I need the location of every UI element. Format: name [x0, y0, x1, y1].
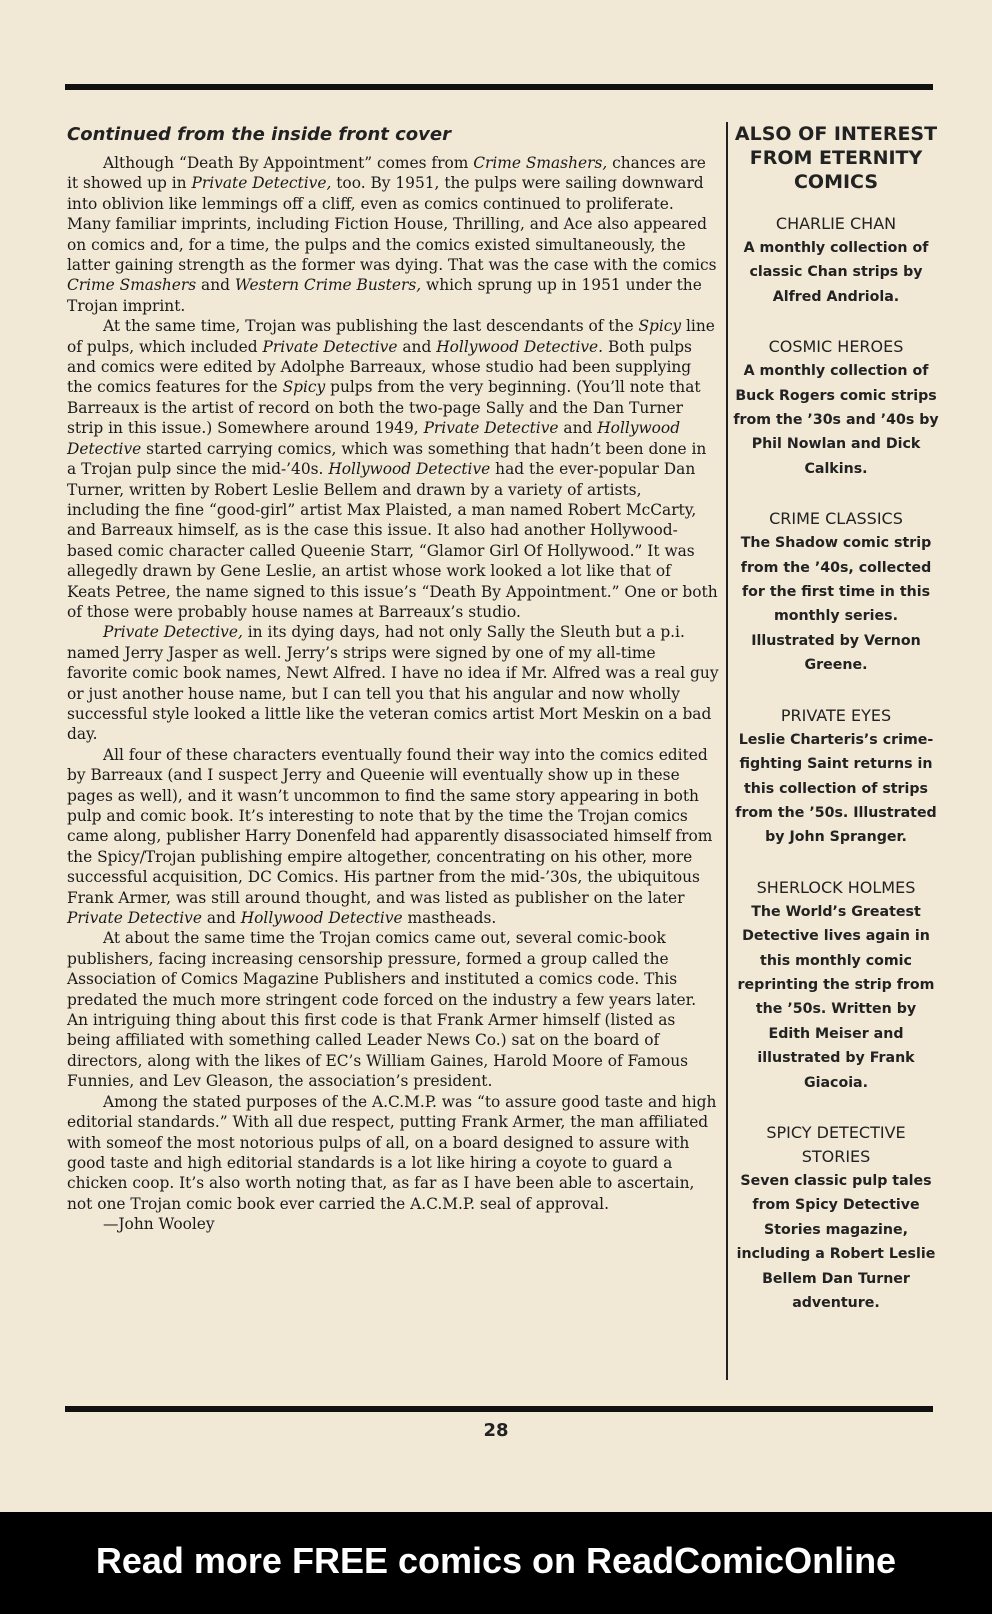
text-run: At about the same time the Trojan comics came out, several comic-book publishers, facing increasing censorship pressure, formed a group called the Association of Comics Magazine Publishers and instituted a comics code. This predated the much more stringent code forced on the industry a few years later. An intriguing thing about this first code is that Frank Armer himself (listed as being affiliated with something called Leader News Co.) sat on the board of directors, along with the likes of EC’s William Gaines, Harold Moore of Famous Funnies, and Lev Gleason, the association’s president.: [67, 929, 697, 1091]
sidebar-item-desc: A monthly collection of classic Chan strips by Alfred Andriola.: [743, 240, 929, 305]
page-number: 28: [483, 1420, 509, 1441]
italic-title: Crime Smashers: [67, 276, 197, 295]
italic-title: Hollywood Detective.: [436, 337, 604, 356]
italic-title: Hollywood Detective: [328, 460, 491, 479]
sidebar-item-desc: Seven classic pulp tales from Spicy Detective Stories magazine, including a Robert Leslie Bellem Dan Turner adventure.: [736, 1172, 936, 1311]
article-paragraph: [67, 153, 719, 316]
sidebar-item-name: PRIVATE EYES: [780, 705, 892, 725]
article-body: [67, 153, 719, 1214]
article-paragraph: [67, 1092, 719, 1214]
text-run: Both pulps and comics were edited by Adolphe Barreaux, whose studio had been supplying the comics features for the: [67, 337, 692, 397]
text-run: and: [397, 337, 437, 356]
footer-text[interactable]: Read more FREE comics on ReadComicOnline: [95, 1540, 897, 1581]
article-paragraph: [67, 316, 719, 622]
text-run: All four of these characters eventually found their way into the comics edited by Barreaux (and I suspect Jerry and Queenie will eventually show up in these pages as well), and it wasn’t uncommon to find the same story appearing in both pulp and comic book. It’s interesting to note that by the time the Trojan comics came along, publisher Harry Donenfeld had apparently disassociated himself from the Spicy/Trojan publishing empire altogether, concentrating on his other, more successful acquisition, DC Comics. His partner from the mid-’30s, the ubiquitous Frank Armer, was still around thought, and was listed as publisher on the later: [67, 745, 713, 907]
top-rule: [65, 84, 933, 90]
italic-title: Private Detective: [262, 337, 398, 356]
text-run: started carrying comics, which was something that hadn’t been done in a Trojan pulp since the mid-’40s.: [67, 439, 707, 479]
italic-title: Hollywood Detective: [240, 909, 403, 928]
sidebar-item-name: COSMIC HEROES: [768, 337, 904, 357]
sidebar-item-desc: The Shadow comic strip from the ’40s, collected for the first time in this monthly series. Illustrated by Vernon Greene.: [740, 535, 932, 674]
article-column: [67, 124, 719, 1235]
sidebar-item: [733, 335, 939, 481]
text-run: had the ever-popular Dan Turner, written by Robert Leslie Bellem and drawn by a variety of artists, including the fine “good-girl” artist Max Plaisted, a man named Robert McCarty, and Barreaux himself, as is the case this issue. It also had another Hollywood-based comic character called Queenie Starr, “Glamor Girl Of Hollywood.” It was allegedly drawn by Gene Leslie, an artist whose work looked a lot like that of Keats Petree, the name signed to this issue’s “Death By Appointment.” One or both of those were probably house names at Barreaux’s studio.: [67, 460, 718, 621]
article-heading: Continued from the inside front cover: [67, 124, 451, 145]
sidebar-title: ALSO OF INTEREST FROM ETERNITY COMICS: [734, 123, 938, 193]
sidebar-item-name: SPICY DETECTIVE STORIES: [766, 1122, 906, 1166]
sidebar-item: [733, 1121, 939, 1315]
bottom-rule: [65, 1406, 933, 1412]
article-paragraph: [67, 622, 719, 744]
sidebar-item: [733, 704, 939, 850]
text-run: and: [196, 276, 235, 295]
sidebar-item: [733, 212, 939, 309]
italic-title: Spicy: [638, 317, 682, 336]
sidebar-item-name: CRIME CLASSICS: [769, 509, 903, 529]
sidebar-item: [733, 507, 939, 677]
text-run: which sprung up in 1951 under the Trojan imprint.: [67, 276, 702, 315]
sidebar-item-desc: Leslie Charteris’s crime-fighting Saint returns in this collection of strips from the ’50s. Illustrated by John Spranger.: [735, 731, 937, 846]
italic-title: Private Detective: [423, 419, 559, 438]
text-run: At the same time, Trojan was publishing the last descendants of the: [103, 317, 639, 336]
italic-title: Spicy: [282, 378, 326, 397]
sidebar-item: [733, 876, 939, 1095]
text-run: too. By 1951, the pulps were sailing downward into oblivion like lemmings off a cliff, even as comics continued to proliferate. Many familiar imprints, including Fiction House, Thrilling, and Ace also appeared on comics and, for a time, the pulps and the comics existed simultaneously, the latter gaining strength as the former was dying. That was the case with the comics: [67, 174, 717, 275]
text-run: and: [558, 419, 598, 438]
text-run: and: [201, 909, 241, 928]
sidebar-item-name: CHARLIE CHAN: [775, 214, 897, 233]
text-run: line of pulps, which included: [67, 317, 715, 356]
italic-title: Crime Smashers,: [473, 154, 608, 172]
italic-title: Hollywood Detective: [67, 419, 681, 458]
footer-banner: [0, 1512, 992, 1614]
sidebar: [733, 122, 939, 1341]
sidebar-item-desc: A monthly collection of Buck Rogers comic strips from the ’30s and ’40s by Phil Nowlan and Dick Calkins.: [733, 363, 939, 477]
text-run: pulps from the very beginning. (You’ll note that Barreaux is the artist of record on both the two-page Sally and the Dan Turner strip in this issue.) Somewhere around 1949,: [67, 378, 701, 438]
column-divider: [726, 122, 728, 1380]
text-run: in its dying days, had not only Sally the Sleuth but a p.i. named Jerry Jasper as well. Jerry’s strips were signed by one of my all-time favorite comic book names, Newt Alfred. I have no idea if Mr. Alfred was a real guy or just another house name, but I can tell you that his angular and now wholly successful style looked a little like the veteran comics artist Mort Meskin on a bad day.: [67, 623, 719, 744]
text-run: chances are it showed up in: [67, 154, 706, 193]
text-run: mastheads.: [402, 909, 497, 928]
italic-title: Private Detective,: [191, 174, 332, 193]
article-signature: —John Wooley: [103, 1215, 215, 1234]
sidebar-item-desc: The World’s Greatest Detective lives again in this monthly comic reprinting the strip from the ’50s. Written by Edith Meiser and illustrated by Frank Giacoia.: [737, 903, 935, 1091]
italic-title: Western Crime Busters,: [234, 276, 422, 295]
italic-title: Private Detective,: [103, 623, 243, 642]
text-run: Among the stated purposes of the A.C.M.P. was “to assure good taste and high editorial standards.” With all due respect, putting Frank Armer, the man affiliated with someof the most notorious pulps of all, on a board designed to assure with good taste and high editorial standards is a lot like hiring a coyote to guard a chicken coop. It’s also worth noting that, as far as I have been able to ascertain, not one Trojan comic book ever carried the A.C.M.P. seal of approval.: [67, 1092, 717, 1213]
italic-title: Private Detective: [67, 909, 202, 928]
article-paragraph: [67, 928, 719, 1091]
sidebar-item-name: SHERLOCK HOLMES: [756, 877, 916, 897]
text-run: Although “Death By Appointment” comes from: [103, 154, 474, 172]
article-paragraph: [67, 745, 719, 929]
